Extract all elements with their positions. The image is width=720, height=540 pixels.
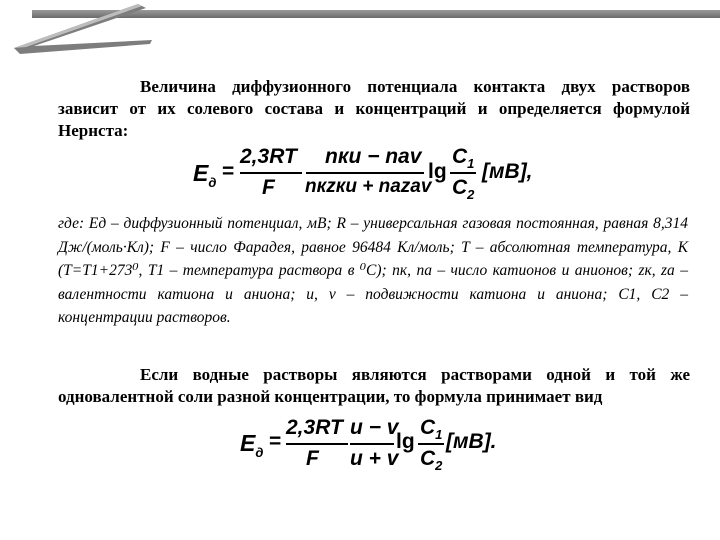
intro-paragraph (58, 76, 690, 142)
formula2-coef-bar (286, 443, 348, 445)
second-text: Если водные растворы являются растворами одной и той же одновалентной соли разной концентрации, то формула принимает вид (58, 365, 690, 406)
formula2-lhs: $E_д$ (240, 430, 264, 460)
second-paragraph (58, 364, 690, 408)
formula2-frac-bar (350, 443, 394, 445)
formula1-coef-bar (240, 172, 302, 174)
formula1-lhs: $E_д$ (193, 160, 217, 190)
formula2-unit: [мВ]. (446, 430, 497, 453)
decorative-swoosh (0, 0, 160, 60)
formula2-frac-numerator: u − v (350, 416, 399, 439)
formula2-c-bar (418, 443, 444, 445)
formula1-equals: = (222, 160, 235, 183)
formula2-coef-denominator: F (306, 447, 319, 470)
formula1-frac-numerator: nкu − nаv (325, 145, 422, 168)
formula1-lg: lg (428, 160, 447, 183)
formula2-frac-denominator: u + v (350, 447, 399, 470)
formula1-unit: [мВ], (482, 160, 533, 183)
formula-legend: где: Eд – диффузионный потенциал, мВ; R – универсальная газовая постоянная, равная 8,314 Дж/(моль·Кл); F – число Фарадея, равное 96484 Кл/моль; T – абсолютная температура, К (Т=Т1+273⁰, Т1 – температура раствора в ⁰С); nк, nа – число катионов и анионов; zк, zа – валентности катиона и аниона; u, v – подвижности катиона и аниона; C1, C2 – концентрации растворов. (58, 215, 688, 326)
formula1-coef-numerator: 2,3RT (240, 145, 297, 168)
formula2-c-denominator: $C_2$ (420, 447, 443, 474)
intro-text: Величина диффузионного потенциала контакта двух растворов зависит от их солевого состава и концентраций и определяется формулой Нернста: (58, 77, 690, 140)
formula2-lg: lg (396, 430, 415, 453)
formula2-coef-numerator: 2,3RT (286, 416, 343, 439)
formula1-c-denominator: $C_2$ (452, 176, 475, 203)
formula2-equals: = (269, 430, 282, 453)
formula1-frac-denominator: nкzкu + nаzаv (305, 176, 432, 197)
formula1-coef-denominator: F (262, 176, 275, 199)
formula1-c-numerator: $C_1$ (452, 145, 475, 172)
formula1-c-bar (450, 172, 476, 174)
formula2-c-numerator: $C_1$ (420, 416, 443, 443)
formula1-frac-bar (306, 172, 424, 174)
